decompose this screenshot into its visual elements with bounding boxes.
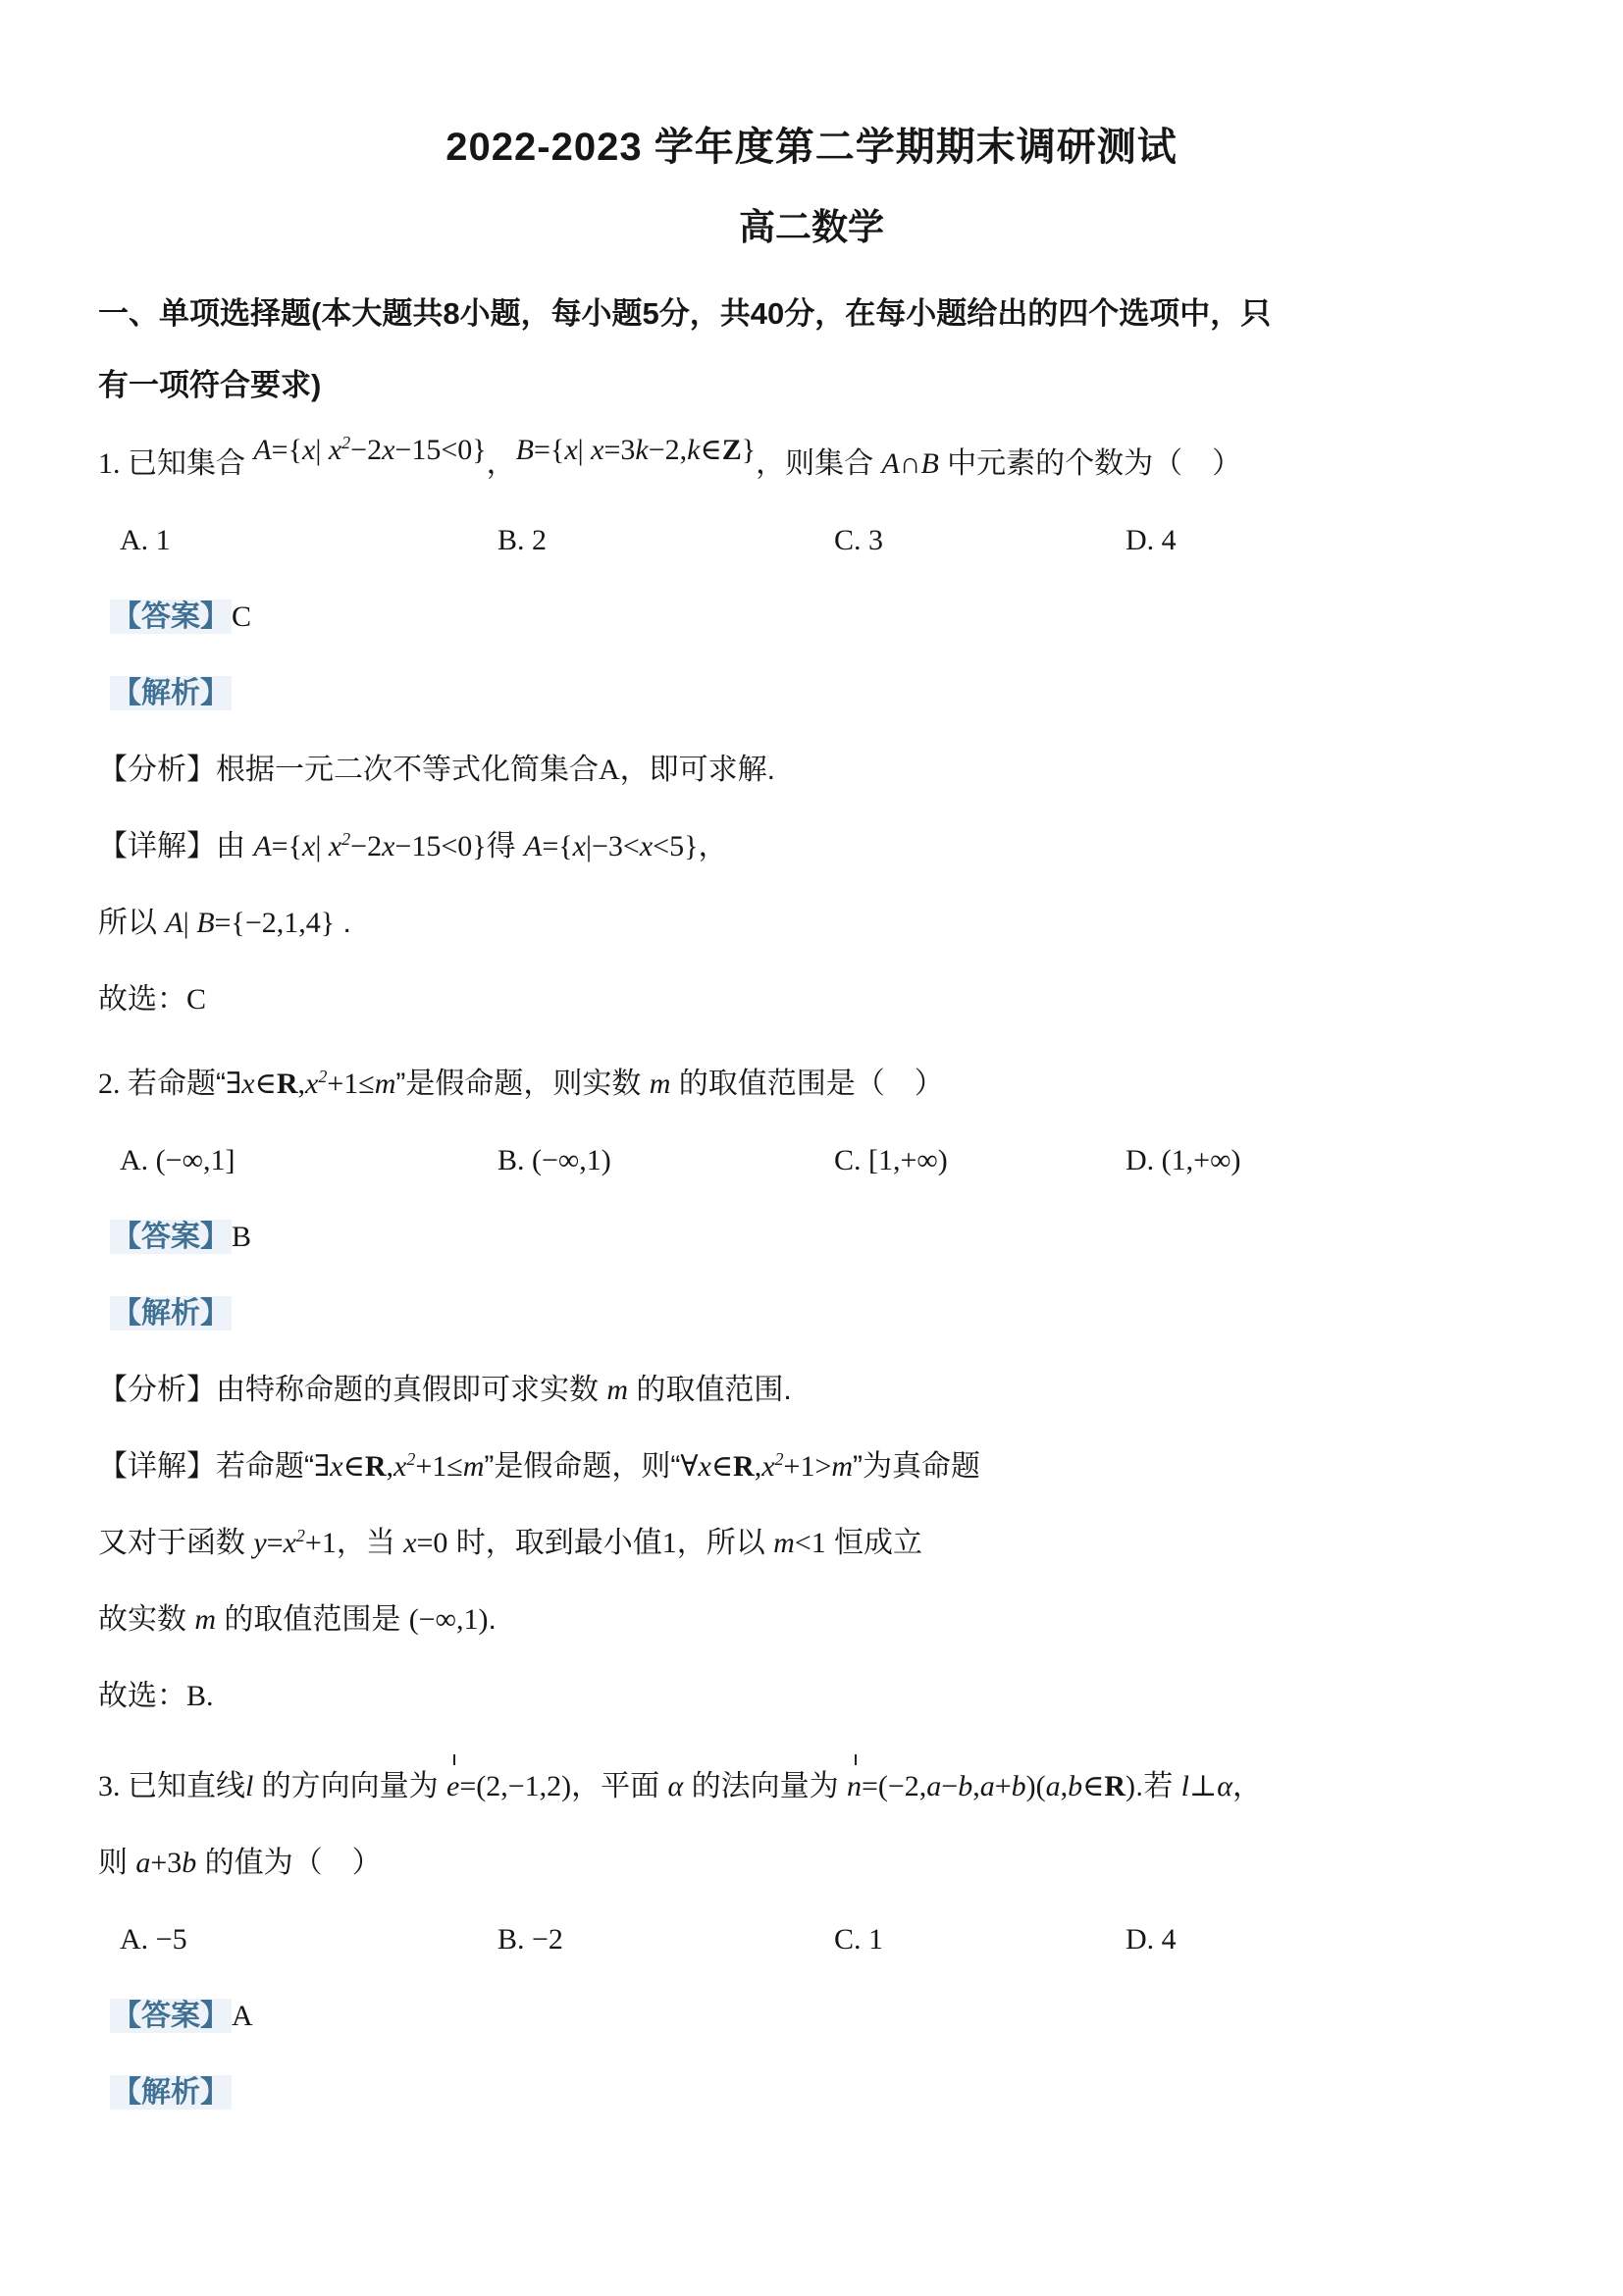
math-superscript: 2 — [295, 1526, 305, 1545]
math-roman-segment: C. 1 — [834, 1923, 884, 1956]
math-italic-segment: A — [881, 447, 900, 480]
math-roman-segment: , — [754, 1450, 762, 1483]
math-roman-segment: C. [1,+∞) — [834, 1144, 948, 1176]
math-roman-segment: ∈ — [342, 1450, 365, 1483]
answer-option — [1126, 1917, 1525, 1961]
text-segment: 【详解】由 — [98, 830, 254, 862]
answer-option — [120, 1917, 497, 1961]
answer-option — [834, 1917, 1126, 1961]
guxuan-line-q2 — [98, 1674, 1525, 1718]
math-italic-segment: a — [135, 1847, 151, 1879]
math-italic-segment: x — [302, 434, 316, 466]
text-segment: 的法向量为 — [683, 1770, 847, 1802]
math-roman-segment: 1. — [98, 447, 128, 480]
text-segment: 故选： — [98, 983, 186, 1016]
document-body — [98, 291, 1525, 2114]
analysis-label-q3 — [98, 2070, 1525, 2114]
math-bold-segment: R — [276, 1068, 298, 1100]
math-roman-segment: ∈ — [700, 434, 722, 466]
math-roman-segment: C — [186, 983, 207, 1016]
text-segment: 恒成立 — [825, 1527, 923, 1559]
vector-symbol: e — [446, 1764, 459, 1808]
text-segment: ， — [486, 447, 516, 480]
math-italic-segment: a — [1045, 1770, 1061, 1802]
math-italic-segment: m — [194, 1603, 217, 1636]
math-roman-segment: =(2,−1,2) — [459, 1770, 572, 1802]
question-2-options — [98, 1138, 1525, 1182]
text-segment: 的取值范围是 — [216, 1603, 409, 1636]
math-italic-segment: B — [196, 907, 215, 939]
math-italic-segment: x — [305, 1068, 319, 1100]
question-3-options — [98, 1917, 1525, 1961]
math-roman-segment: C. 3 — [834, 524, 884, 556]
math-roman-segment: −2 — [350, 434, 383, 466]
text-segment: ，即可求解. — [619, 754, 776, 786]
fenxi-line-q1 — [98, 748, 1525, 792]
bracket-label: 【答案】 — [112, 600, 230, 633]
math-italic-segment: l — [245, 1770, 254, 1802]
math-superscript: 2 — [774, 1449, 784, 1469]
math-roman-segment: =0 — [416, 1527, 448, 1559]
math-italic-segment: A — [253, 830, 272, 862]
text-segment: 已知直线 — [128, 1770, 245, 1802]
math-italic-segment: x — [393, 1450, 407, 1483]
exam-title: 2022-2023 学年度第二学期期末调研测试 — [445, 126, 1178, 169]
text-segment: 的取值范围是（ ） — [670, 1068, 944, 1100]
math-italic-segment: x — [241, 1068, 255, 1100]
text-segment: ， — [698, 830, 728, 862]
math-roman-segment: =3 — [603, 434, 636, 466]
math-italic-segment: α — [667, 1770, 684, 1802]
section-heading-line-1 — [98, 291, 1525, 338]
text-segment: 又对于函数 — [98, 1527, 254, 1559]
question-3-text-line-1 — [98, 1750, 1525, 1808]
answer-option — [497, 518, 834, 562]
math-italic-segment: y — [253, 1527, 267, 1559]
text-segment: 若命题“ — [128, 1068, 226, 1100]
math-italic-segment: b — [1011, 1770, 1026, 1802]
math-roman-segment: |−3< — [586, 830, 640, 862]
text-segment: ”是假命题，则实数 — [395, 1068, 650, 1100]
math-roman-segment: =(−2, — [861, 1770, 927, 1802]
math-italic-segment: B — [920, 447, 939, 480]
math-roman-segment: ∈ — [710, 1450, 734, 1483]
text-segment: 中元素的个数为（ ） — [938, 447, 1242, 480]
math-italic-segment: m — [374, 1068, 396, 1100]
math-roman-segment: A — [232, 2000, 253, 2032]
math-italic-segment: b — [958, 1770, 973, 1802]
text-segment: .若 — [1134, 1770, 1181, 1802]
answer-option — [1126, 1138, 1525, 1182]
math-roman-segment: | — [315, 830, 329, 862]
math-italic-segment: x — [564, 434, 578, 466]
gushishu-line-q2 — [98, 1597, 1525, 1642]
youduiyu-line-q2 — [98, 1521, 1525, 1565]
suoyi-line-q1 — [98, 901, 1525, 945]
analysis-label-q1 — [98, 671, 1525, 715]
math-italic-segment: m — [649, 1068, 671, 1100]
math-roman-segment: B. (−∞,1) — [497, 1144, 611, 1176]
math-italic-segment: α — [1217, 1770, 1232, 1802]
math-roman-segment: D. 4 — [1126, 524, 1177, 556]
math-italic-segment: a — [979, 1770, 995, 1802]
math-italic-segment: x — [328, 434, 342, 466]
answer-option — [1126, 518, 1525, 562]
math-roman-segment: ∈ — [254, 1068, 277, 1100]
math-roman-segment: , — [297, 1068, 305, 1100]
math-roman-segment: | — [577, 434, 592, 466]
math-italic-segment: x — [330, 1450, 343, 1483]
text-segment: ，则集合 — [756, 447, 882, 480]
math-italic-segment: x — [328, 830, 342, 862]
math-roman-segment: ∩ — [899, 447, 921, 480]
math-superscript: 2 — [341, 829, 351, 849]
math-bold-segment: R — [1104, 1770, 1126, 1802]
text-segment: 故实数 — [98, 1603, 195, 1636]
math-roman-segment: <1 — [794, 1527, 826, 1559]
math-italic-segment: A — [165, 907, 183, 939]
math-italic-segment: k — [635, 434, 649, 466]
math-italic-segment: m — [773, 1527, 795, 1559]
answer-option — [120, 1138, 497, 1182]
bracket-label: 【解析】 — [112, 1297, 230, 1330]
math-roman-segment: , — [972, 1770, 980, 1802]
math-superscript: 2 — [318, 1067, 328, 1086]
bracket-label: 【解析】 — [112, 2076, 230, 2109]
math-roman-segment: A. (−∞,1] — [120, 1144, 236, 1176]
math-roman-segment: } — [741, 434, 757, 466]
math-roman-segment: ∈ — [1082, 1770, 1105, 1802]
math-roman-segment: − — [941, 1770, 959, 1802]
question-3-text-line-2 — [98, 1841, 1525, 1885]
math-italic-segment: x — [639, 830, 654, 862]
text-segment: 有一项符合要求) — [98, 367, 322, 402]
answer-line-q3 — [98, 1994, 1525, 2038]
vector-symbol: n — [847, 1764, 862, 1808]
math-italic-segment: m — [606, 1374, 629, 1406]
math-roman-segment: ={ — [271, 434, 302, 466]
math-roman-segment: +1> — [783, 1450, 832, 1483]
math-roman-segment: 1 — [661, 1527, 677, 1559]
math-roman-segment: A. 1 — [120, 524, 171, 556]
math-italic-segment: B — [515, 434, 534, 466]
math-bold-segment: R — [364, 1450, 387, 1483]
text-segment: ，当 — [336, 1527, 404, 1559]
math-roman-segment: ={ — [542, 830, 573, 862]
math-italic-segment: x — [698, 1450, 711, 1483]
text-segment: 【分析】由特称命题的真假即可求实数 — [98, 1374, 607, 1406]
text-segment: . — [488, 1603, 497, 1636]
math-roman-segment: B. 2 — [497, 524, 548, 556]
math-roman-segment: A — [599, 754, 620, 786]
math-roman-segment: A. −5 — [120, 1923, 187, 1956]
math-italic-segment: b — [1068, 1770, 1083, 1802]
math-roman-segment: −15<0} — [394, 434, 487, 466]
text-segment: 已知集合 — [128, 447, 254, 480]
bracket-label: 【答案】 — [112, 2000, 230, 2032]
text-segment: 故选： — [98, 1680, 186, 1712]
text-segment: 所以 — [98, 907, 166, 939]
text-segment: 【分析】根据一元二次不等式化简集合 — [98, 754, 599, 786]
math-roman-segment: +1≤ — [415, 1450, 463, 1483]
math-roman-segment: +1 — [304, 1527, 337, 1559]
math-roman-segment: D. 4 — [1126, 1923, 1177, 1956]
math-italic-segment: x — [382, 434, 395, 466]
math-roman-segment: ={ — [271, 830, 302, 862]
text-segment: . — [335, 907, 351, 939]
question-1-options — [98, 518, 1525, 562]
math-italic-segment: m — [462, 1450, 485, 1483]
math-italic-segment: a — [926, 1770, 942, 1802]
math-roman-segment: −2, — [648, 434, 688, 466]
math-roman-segment: 2. — [98, 1068, 128, 1100]
section-heading-line-2 — [98, 363, 1525, 409]
text-segment: 的取值范围. — [628, 1374, 792, 1406]
math-roman-segment: −15<0} — [394, 830, 487, 862]
text-segment: ”为真命题 — [853, 1450, 981, 1483]
analysis-label-q2 — [98, 1291, 1525, 1335]
math-roman-segment: C — [232, 600, 252, 633]
math-roman-segment: B. −2 — [497, 1923, 563, 1956]
text-segment: ，平面 — [571, 1770, 668, 1802]
answer-option — [497, 1917, 834, 1961]
math-roman-segment: +3 — [150, 1847, 183, 1879]
answer-option — [120, 518, 497, 562]
answer-option — [834, 518, 1126, 562]
bracket-label: 【解析】 — [112, 677, 230, 709]
math-roman-segment: ={−2,1,4} — [214, 907, 336, 939]
exam-subtitle: 高二数学 — [739, 207, 884, 247]
math-roman-segment: ∃ — [314, 1450, 331, 1483]
text-segment: 【详解】若命题“ — [98, 1450, 314, 1483]
xiangjie-line-q1 — [98, 824, 1525, 868]
text-segment: ，所以 — [676, 1527, 774, 1559]
math-roman-segment: | — [315, 434, 329, 466]
math-italic-segment: x — [761, 1450, 775, 1483]
math-italic-segment: x — [382, 830, 395, 862]
math-italic-segment: x — [302, 830, 316, 862]
math-roman-segment: −2 — [350, 830, 383, 862]
answer-option — [497, 1138, 834, 1182]
answer-option — [834, 1138, 1126, 1182]
math-italic-segment: k — [687, 434, 701, 466]
math-italic-segment: A — [253, 434, 272, 466]
text-segment: ”是假命题，则“ — [484, 1450, 681, 1483]
math-bold-segment: Z — [721, 434, 742, 466]
math-roman-segment: )( — [1025, 1770, 1046, 1802]
question-1-text: 1. 已知集合 A={x| x2−2x−15<0}，B={x| x=3k−2,k∈Z}，则集合 A∩B 中元素的个数为（ ） — [98, 434, 1525, 486]
text-segment: 得 — [486, 830, 525, 862]
text-segment: 时，取到最小值 — [447, 1527, 662, 1559]
math-roman-segment: 3. — [98, 1770, 128, 1802]
math-italic-segment: b — [182, 1847, 197, 1879]
math-italic-segment: x — [403, 1527, 417, 1559]
math-italic-segment: A — [524, 830, 543, 862]
math-roman-segment: B — [232, 1221, 252, 1253]
math-superscript: 2 — [406, 1449, 416, 1469]
math-italic-segment: x — [283, 1527, 296, 1559]
math-roman-segment: , — [1060, 1770, 1069, 1802]
answer-line-q1 — [98, 595, 1525, 639]
math-italic-segment: l — [1180, 1770, 1189, 1802]
math-roman-segment: (−∞,1) — [408, 1603, 489, 1636]
math-roman-segment: ⊥ — [1189, 1770, 1218, 1802]
bracket-label: 【答案】 — [112, 1221, 230, 1253]
math-italic-segment: x — [572, 830, 586, 862]
math-roman-segment: <5} — [653, 830, 699, 862]
math-roman-segment: ) — [1125, 1770, 1135, 1802]
math-roman-segment: D. (1,+∞) — [1126, 1144, 1241, 1176]
math-roman-segment: ={ — [534, 434, 565, 466]
math-roman-segment: +1≤ — [327, 1068, 375, 1100]
answer-line-q2 — [98, 1215, 1525, 1259]
math-roman-segment: B. — [186, 1680, 214, 1712]
math-italic-segment: x — [591, 434, 604, 466]
math-italic-segment: m — [831, 1450, 854, 1483]
math-roman-segment: , — [386, 1450, 393, 1483]
text-segment: 的值为（ ） — [196, 1847, 382, 1879]
xiangjie-line-q2 — [98, 1444, 1525, 1488]
math-roman-segment: ∃ — [226, 1068, 242, 1100]
fenxi-line-q2 — [98, 1368, 1525, 1412]
math-roman-segment: | — [183, 907, 197, 939]
text-segment: 的方向向量为 — [253, 1770, 447, 1802]
guxuan-line-q1 — [98, 977, 1525, 1021]
question-2-text — [98, 1054, 1525, 1106]
math-roman-segment: = — [266, 1527, 284, 1559]
text-segment: 一、单项选择题(本大题共8小题，每小题5分，共40分，在每小题给出的四个选项中，只 — [98, 296, 1272, 331]
math-roman-segment: ∀ — [680, 1450, 699, 1483]
math-roman-segment: + — [994, 1770, 1012, 1802]
text-segment: 则 — [98, 1847, 136, 1879]
math-bold-segment: R — [733, 1450, 755, 1483]
text-segment: ， — [1231, 1770, 1262, 1802]
